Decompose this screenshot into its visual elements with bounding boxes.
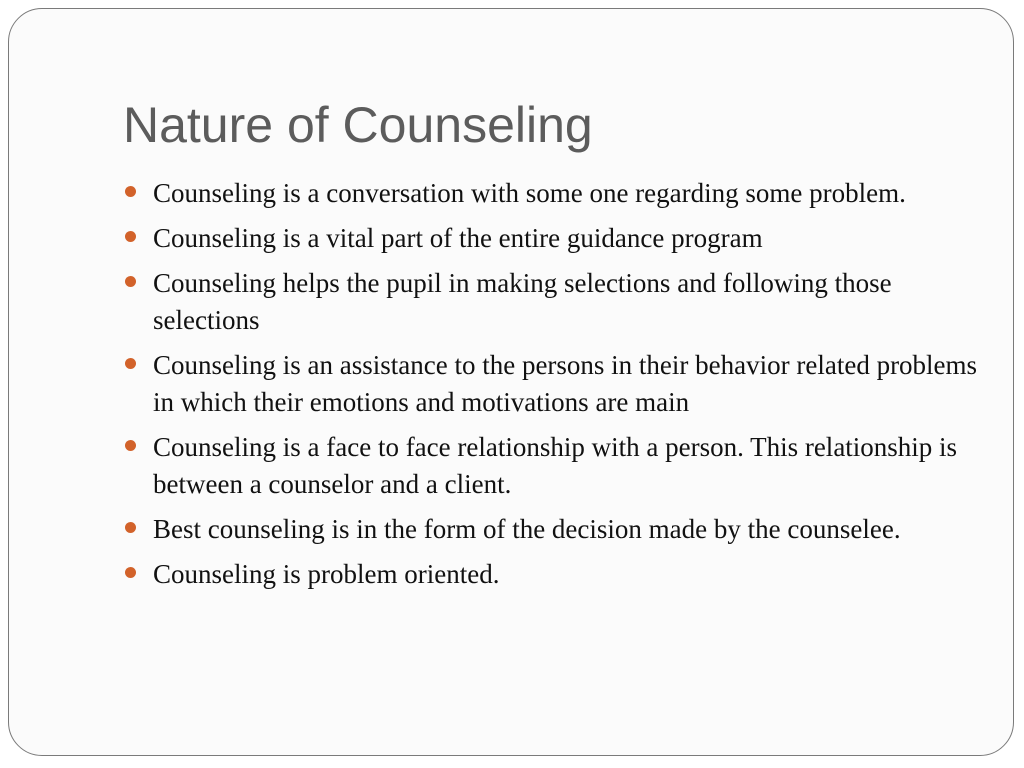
bullet-text: Counseling is a vital part of the entire guidance program: [153, 223, 763, 253]
bullet-text: Counseling is a conversation with some one regarding some problem.: [153, 178, 906, 208]
bullet-list: [123, 175, 983, 601]
bullet-dot-icon: [125, 276, 136, 287]
bullet-item: [123, 175, 983, 212]
bullet-item: [123, 556, 983, 593]
bullet-dot-icon: [125, 440, 136, 451]
bullet-dot-icon: [125, 186, 136, 197]
bullet-dot-icon: [125, 522, 136, 533]
bullet-text: Counseling helps the pupil in making selections and following those selections: [153, 268, 892, 335]
bullet-item: [123, 220, 983, 257]
bullet-text: Best counseling is in the form of the decision made by the counselee.: [153, 514, 901, 544]
bullet-dot-icon: [125, 231, 136, 242]
slide-title: Nature of Counseling: [123, 97, 593, 153]
bullet-text: Counseling is problem oriented.: [153, 559, 500, 589]
bullet-dot-icon: [125, 358, 136, 369]
bullet-item: [123, 511, 983, 548]
bullet-dot-icon: [125, 567, 136, 578]
bullet-text: Counseling is an assistance to the persons in their behavior related problems in which their emotions and motivations are main: [153, 350, 978, 417]
bullet-item: [123, 347, 983, 421]
slide-frame: [8, 8, 1014, 756]
bullet-item: [123, 429, 983, 503]
bullet-text: Counseling is a face to face relationship with a person. This relationship is between a counselor and a client.: [153, 432, 958, 499]
bullet-item: [123, 265, 983, 339]
